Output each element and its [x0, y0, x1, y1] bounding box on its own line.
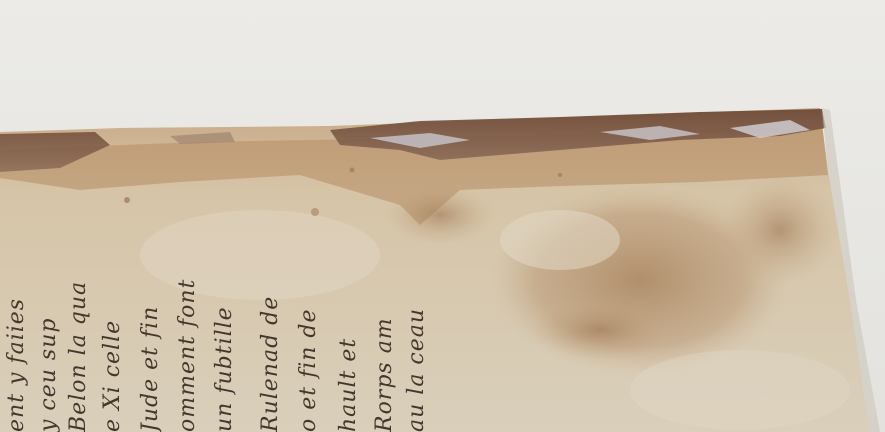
manuscript-line: ent y faiies — [4, 297, 29, 432]
water-stain — [385, 185, 495, 245]
stain-speck — [350, 168, 355, 173]
stain-speck — [311, 208, 319, 216]
manuscript-line: au la ceau — [404, 307, 429, 432]
manuscript-line: y ceu sup — [36, 317, 61, 432]
manuscript-line: Belon la qua — [66, 280, 91, 432]
manuscript-line: o et fin de — [296, 308, 321, 432]
manuscript-line: hault et — [336, 337, 361, 432]
manuscript-line: Rorps am — [372, 317, 397, 432]
water-stain — [720, 175, 840, 285]
water-stain — [530, 300, 670, 360]
manuscript-line: e Xi celle — [100, 319, 125, 432]
manuscript-line: omment font — [175, 278, 200, 432]
worn-area — [630, 350, 850, 430]
manuscript-line: un fubtille — [212, 306, 237, 432]
manuscript-line: Jude et fin — [138, 305, 163, 432]
stain-speck — [558, 173, 562, 177]
manuscript-line: Rulenad de — [258, 295, 283, 432]
stain-speck — [124, 197, 130, 203]
worn-area — [500, 210, 620, 270]
